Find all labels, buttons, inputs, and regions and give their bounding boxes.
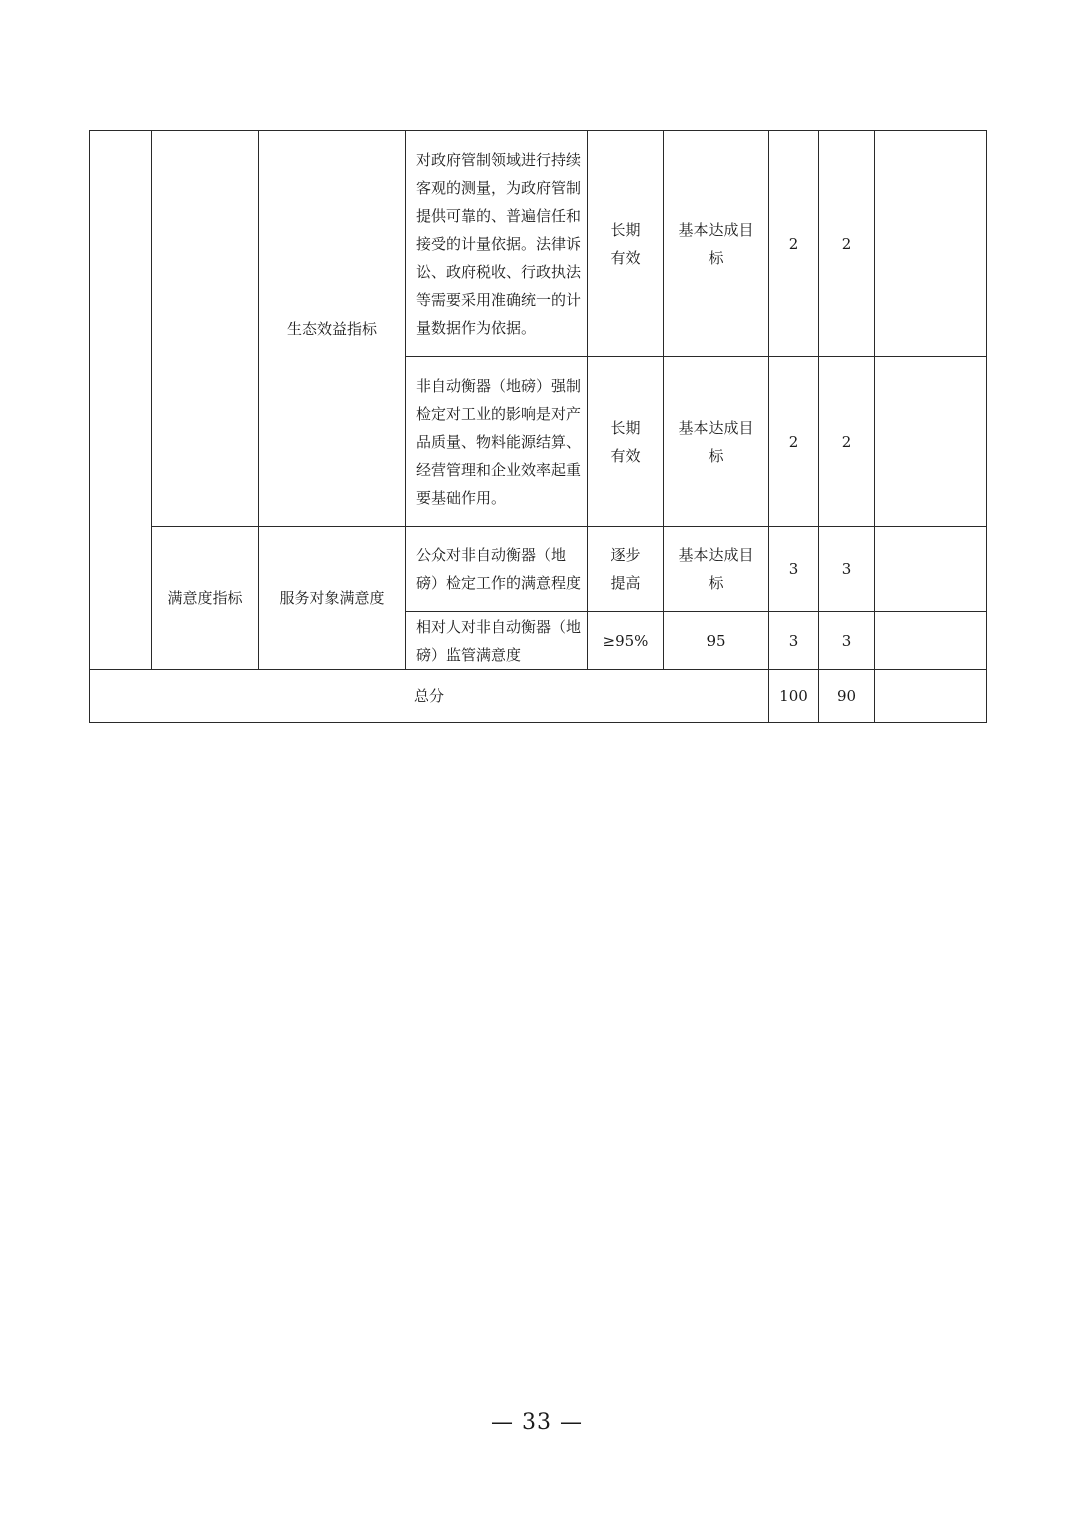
score-cell: 3 [819,527,875,612]
level2-indicator-cell [152,131,259,527]
table-row [90,527,987,612]
actual-value [664,527,769,612]
target-text: 长期有效 [610,418,641,465]
actual-value [664,131,769,357]
target-text: 长期有效 [610,220,641,267]
indicator-description: 对政府管制领域进行持续客观的测量，为政府管制提供可靠的、普遍信任和接受的计量依据。法律诉讼、政府税收、行政执法等需要采用准确统一的计量数据作为依据。 [406,131,588,357]
target-value: ≥95% [588,612,664,670]
remark-cell [875,527,987,612]
indicator-description: 非自动衡器（地磅）强制检定对工业的影响是对产品质量、物料能源结算、经营管理和企业效率起重要基础作用。 [406,357,588,527]
level3-indicator-cell: 生态效益指标 [259,131,406,527]
actual-text: 基本达成目标 [678,418,754,465]
actual-value: 95 [664,612,769,670]
total-label: 总分 [90,670,769,723]
indicator-description: 相对人对非自动衡器（地磅）监管满意度 [406,612,588,670]
remark-cell [875,131,987,357]
actual-value [664,357,769,527]
page-number: — 33 — [491,1410,583,1435]
remark-cell [875,357,987,527]
total-row [90,670,987,723]
actual-text: 基本达成目标 [678,220,754,267]
weight-cell: 3 [769,612,819,670]
level2-indicator-cell: 满意度指标 [152,527,259,670]
table-row [90,131,987,357]
actual-text: 基本达成目标 [678,546,754,592]
total-weight: 100 [769,670,819,723]
weight-cell: 2 [769,131,819,357]
target-text: 逐步提高 [610,546,641,592]
target-value [588,357,664,527]
remark-cell [875,612,987,670]
score-cell: 2 [819,357,875,527]
total-score: 90 [819,670,875,723]
total-remark [875,670,987,723]
performance-evaluation-table [89,130,987,723]
target-value [588,131,664,357]
target-value [588,527,664,612]
indicator-description: 公众对非自动衡器（地磅）检定工作的满意程度 [406,527,588,612]
level1-indicator-cell [90,131,152,670]
level3-indicator-cell: 服务对象满意度 [259,527,406,670]
weight-cell: 3 [769,527,819,612]
score-cell: 3 [819,612,875,670]
weight-cell: 2 [769,357,819,527]
score-cell: 2 [819,131,875,357]
